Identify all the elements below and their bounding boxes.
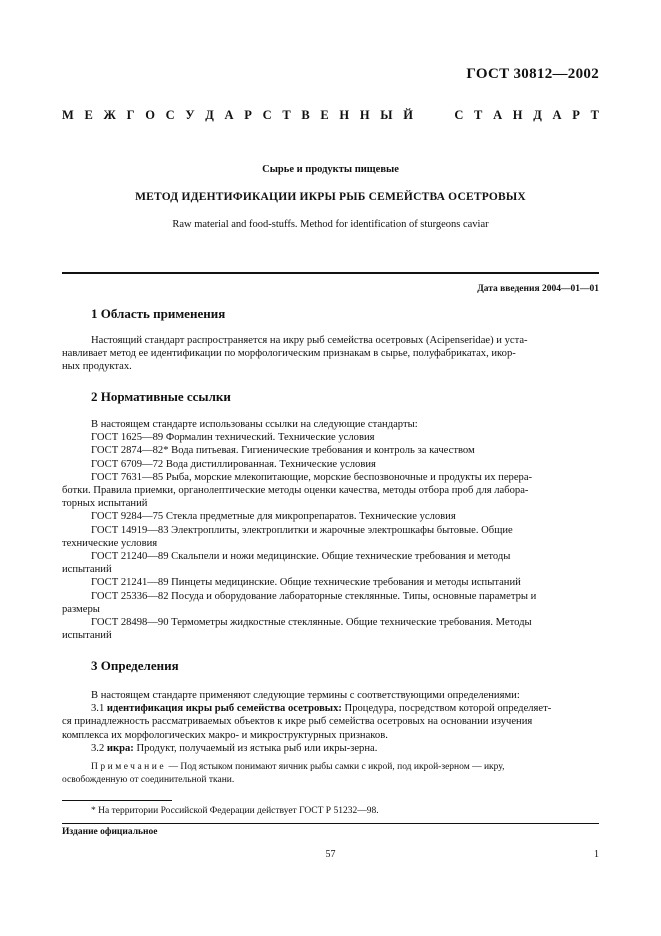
section-3-note (62, 761, 599, 786)
definition-term: идентификация икры рыб семейства осетровых: (106, 703, 342, 715)
reference-line: ГОСТ 28498—90 Термометры жидкостные стеклянные. Общие технические требования. Методы (91, 617, 532, 629)
sheet-number: 1 (594, 849, 599, 860)
section-1-line: навливает метод ее идентификации по морфологическим признакам в сырье, полуфабрикатах, икор- (62, 348, 516, 360)
section-3-intro: В настоящем стандарте применяют следующие термины с соответствующими определениями: (91, 690, 520, 701)
gost-number: ГОСТ 30812—2002 (466, 66, 599, 82)
definition-3-1-line: комплекса их морфологических макро- и микроструктурных признаков. (62, 729, 388, 741)
banner-letter: У (185, 108, 195, 122)
note-label: Примечание (91, 762, 167, 772)
definition-text: Продукт, получаемый из ястыка рыб или икры-зерна. (133, 742, 378, 754)
reference-line: ГОСТ 1625—89 Формалин технический. Технические условия (91, 432, 375, 444)
standard-title: МЕТОД ИДЕНТИФИКАЦИИ ИКРЫ РЫБ СЕМЕЙСТВА ОСЕТРОВЫХ (135, 191, 526, 203)
reference-line: ГОСТ 7631—85 Рыба, морские млекопитающие, морские беспозвоночные и продукты их перера- (91, 471, 533, 483)
banner-letter (424, 108, 444, 123)
reference-line: технические условия (62, 537, 158, 549)
banner-letter: Е (320, 108, 329, 122)
footnote: * На территории Российской Федерации действует ГОСТ Р 51232—98. (91, 806, 379, 816)
banner-letter: О (145, 108, 155, 122)
banner-letter: С (454, 108, 464, 122)
banner-letter: Т (474, 108, 483, 122)
banner-letter: А (493, 108, 503, 122)
note-line: освобожденную от соединительной ткани. (62, 774, 235, 785)
reference-line: ГОСТ 21241—89 Пинцеты медицинские. Общие технические требования и методы испытаний (91, 577, 521, 589)
reference-line: ГОСТ 9284—75 Стекла предметные для микропрепаратов. Технические условия (91, 511, 456, 523)
definition-number: 3.2 (91, 742, 107, 754)
section-3-heading: 3 Определения (91, 658, 179, 673)
definition-3-2 (91, 742, 599, 755)
definition-text: Процедура, посредством которой определяет- (341, 703, 552, 715)
banner-letter: Г (126, 108, 135, 122)
banner-letter: Т (590, 108, 599, 122)
reference-line: ботки. Правила приемки, органолептические методы оценки качества, методы отбора проб для лабора- (62, 485, 529, 497)
page-number: 57 (325, 849, 336, 860)
standard-subtitle: Сырье и продукты пищевые (262, 164, 399, 175)
banner-letter: Р (244, 108, 252, 122)
banner-letter: Н (359, 108, 370, 122)
banner-letter: С (262, 108, 272, 122)
footer-divider (62, 823, 599, 824)
definition-3-1-line: ся принадлежность рассматриваемых объектов к икре рыб семейства осетровых на основании изучения (62, 716, 533, 728)
banner-letter: Д (205, 108, 214, 122)
section-2-intro: В настоящем стандарте использованы ссылки на следующие стандарты: (91, 419, 418, 430)
banner-letter: С (165, 108, 175, 122)
reference-line: ГОСТ 25336—82 Посуда и оборудование лабораторные стеклянные. Типы, основные параметры и (91, 590, 537, 602)
banner-letter: А (552, 108, 562, 122)
introduction-date: Дата введения 2004—01—01 (477, 284, 599, 294)
banner-letter: Ы (380, 108, 393, 122)
section-3-body (62, 689, 599, 755)
note-text: — Под ястыком понимают яичник рыбы самки с икрой, под икрой-зерном — икру, (166, 762, 505, 772)
standard-title-english: Raw material and food-stuffs. Method for identification of sturgeons caviar (172, 219, 489, 230)
reference-line: ГОСТ 6709—72 Вода дистиллированная. Технические условия (91, 458, 376, 470)
section-2-body (62, 418, 599, 642)
definition-number: 3.1 (91, 703, 107, 715)
reference-line: ГОСТ 21240—89 Скальпели и ножи медицинские. Общие технические требования и методы (91, 551, 511, 563)
reference-line: торных испытаний (62, 498, 148, 510)
banner-letter: Ж (103, 108, 116, 122)
reference-line: испытаний (62, 564, 112, 576)
official-edition-label: Издание официальное (62, 827, 158, 837)
section-2-heading: 2 Нормативные ссылки (91, 389, 231, 404)
definition-term: икра: (106, 742, 134, 754)
interstate-standard-banner (62, 108, 599, 123)
banner-letter: Р (572, 108, 580, 122)
banner-letter: Й (403, 108, 413, 122)
reference-line: ГОСТ 14919—83 Электроплиты, электроплитки и жарочные электрошкафы бытовые. Общие (91, 524, 513, 536)
banner-letter: Е (84, 108, 93, 122)
banner-letter: М (62, 108, 74, 122)
footnote-divider (62, 800, 172, 801)
reference-line: размеры (62, 603, 100, 615)
section-1-body (62, 334, 599, 374)
definition-3-1 (91, 702, 599, 715)
banner-letter: Н (512, 108, 523, 122)
banner-letter: В (301, 108, 310, 122)
header-divider (62, 272, 599, 274)
reference-line: испытаний (62, 630, 112, 642)
banner-letter: А (224, 108, 234, 122)
reference-line: ГОСТ 2874—82* Вода питьевая. Гигиенические требования и контроль за качеством (91, 445, 475, 457)
banner-letter: Н (339, 108, 350, 122)
banner-letter: Т (282, 108, 291, 122)
section-1-heading: 1 Область применения (91, 306, 226, 321)
banner-letter: Д (533, 108, 542, 122)
section-1-line: ных продуктах. (62, 361, 132, 373)
section-1-line: Настоящий стандарт распространяется на икру рыб семейства осетровых (Acipenseridae) и уста- (91, 335, 528, 346)
note-line (91, 761, 599, 774)
